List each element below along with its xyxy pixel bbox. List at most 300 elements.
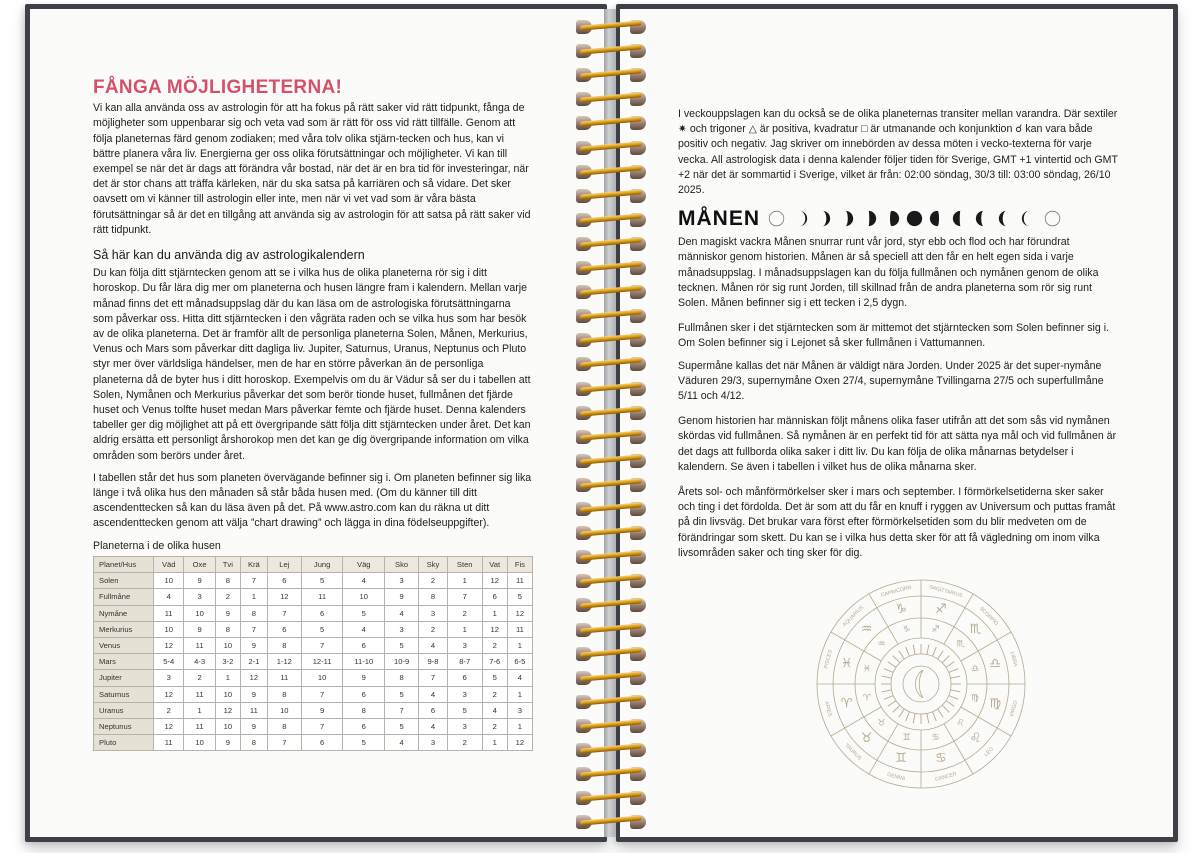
moon-phase-waning-crescent-thin-icon [1021,210,1038,227]
zodiac-glyph-icon: ♓ [862,664,871,675]
transits-paragraph: I veckouppslagen kan du också se de olika planeternas transiter mellan varandra. Där sextiler ✷ och trigoner △ är positiva, kvadratur □ är utmanande och konjunktion ☌ kan vara både positiv och negativ. Jag skriver om innebörden av dessa möten i vecko-texterna för varje vecka. All astrologisk data i denna kalender följer tiden för Sverige, GMT +1 vintertid och GMT +2 när det är sommartid i Sverige, vilket är från: 02:00 söndag, 30/3 till: 03:00 söndag, 26/10 2025. [678,108,1118,197]
spiral-coil [576,523,646,543]
table-cell: 8 [215,573,240,589]
sun-ray [938,651,944,659]
fullmoon-paragraph: Fullmånen sker i det stjärntecken som är mittemot det stjärntecken som Solen befinner sig i. Om Solen befinner sig i Lejonet så sker fullmånen i Vattumannen. [678,322,1110,350]
spiral-coil [576,547,646,567]
spiral-coil [576,65,646,85]
moon-phase-new-icon [768,210,785,227]
table-cell: 3 [447,718,482,734]
table-cell: 5 [301,573,343,589]
table-cell: 2 [482,686,507,702]
table-cell: 4 [385,605,419,621]
table-cell: 3 [447,637,482,653]
table-cell: 12-11 [301,654,343,670]
spiral-coil [576,186,646,206]
column-header: Lej [267,556,301,572]
table-cell: 1 [507,718,532,734]
table-cell: 8 [240,605,267,621]
table-cell: 2 [154,702,184,718]
zodiac-illustration-icon: ♏ [969,622,982,638]
sun-ray [913,645,915,655]
table-cell: 6 [267,573,301,589]
sun-ray [949,669,958,673]
spiral-coil [576,668,646,688]
planets-houses-table [93,556,533,751]
moon-title: MÅNEN [678,207,760,231]
table-cell: 9 [184,573,215,589]
moon-phase-waning-crescent-wide-icon [975,210,992,227]
table-cell: 2-1 [240,654,267,670]
wheel-divider [961,632,1011,661]
table-cell: 5 [482,670,507,686]
spiral-coil [576,41,646,61]
table-cell: 4 [343,621,385,637]
table-cell: 8 [267,686,301,702]
table-cell: 1 [507,686,532,702]
row-header: Fullmåne [94,589,154,605]
column-header: Sten [447,556,482,572]
sun-ray [893,705,900,712]
table-cell: 7 [301,637,343,653]
table-cell: 5 [343,605,385,621]
table-row [94,605,533,621]
moon-phase-waxing-gibbous-icon [883,210,900,227]
table-cell: 12 [154,637,184,653]
moon-phase-waning-crescent-icon [998,210,1015,227]
table-cell: 6 [343,718,385,734]
table-cell: 11 [267,670,301,686]
table-cell: 9 [240,718,267,734]
table-cell: 4 [482,702,507,718]
sun-ray [888,701,896,707]
sun-ray [888,662,896,668]
table-header-row [94,556,533,572]
zodiac-sign-label: AQUARIUS [841,604,866,629]
zodiac-illustration-icon: ♋ [935,750,947,766]
table-corner-header: Planet/Hus [94,556,154,572]
table-cell: 10 [154,621,184,637]
table-cell: 11-10 [343,654,385,670]
table-cell: 7 [267,735,301,751]
table-cell: 7 [301,686,343,702]
table-cell: 4-3 [184,654,215,670]
table-cell: 11 [507,573,532,589]
moon-paragraph: Den magiskt vackra Månen snurrar runt vår jord, styr ebb och flod och har förundrat människor genom historien. Månen är så speciell att den får en helt egen sida i varje månadsuppslag. I månadsuppslagen kan du följa fullmånen och nymånen genom de olika tecknen. Månen rör sig runt Jorden, till skillnad från de andra planeterna som rör sig runt Solen. Månen befinner sig i ett tecken i 2,5 dygn. [678,236,1099,310]
table-cell: 5 [301,621,343,637]
table-cell: 5 [385,637,419,653]
spiral-coil [576,162,646,182]
table-cell: 7 [301,718,343,734]
table-cell: 4 [385,735,419,751]
sun-ray [882,690,892,692]
table-row [94,621,533,637]
table-cell: 8 [267,718,301,734]
right-page-content [678,107,1118,568]
moon-heading-row [678,207,1118,231]
zodiac-sign-label: VIRGO [1009,700,1020,718]
table-cell: 3 [385,573,419,589]
spiral-coil [576,113,646,133]
table-cell: 10 [184,605,215,621]
table-cell: 2 [482,718,507,734]
table-cell: 7 [447,589,482,605]
table-cell: 6 [419,702,448,718]
sun-ray [942,705,949,712]
zodiac-sign-label: SCORPIO [978,605,1000,627]
table-cell: 2 [184,670,215,686]
table-cell: 6 [343,686,385,702]
table-cell: 2 [482,637,507,653]
sun-ray [906,647,910,656]
table-cell: 10-9 [385,654,419,670]
sun-ray [899,709,905,717]
table-cell: 7 [240,573,267,589]
table-cell: 6 [447,670,482,686]
spiral-coil [576,595,646,615]
table-cell: 9 [215,605,240,621]
table-cell: 7 [267,605,301,621]
sun-ray [884,695,893,699]
page-title: FÅNGA MÖJLIGHETERNA! [93,77,343,98]
zodiac-illustration-icon: ♍ [989,696,1002,712]
zodiac-illustration-icon: ♈ [840,696,853,712]
supermoon-paragraph: Supermåne kallas det när Månen är väldigt nära Jorden. Under 2025 är det super-nymåne Väduren 29/3, supernymåne Oxen 27/4, supernymåne Tvillingarna 27/5 och superfullmåne 5/11 och 4/12. [678,359,1104,403]
row-header: Venus [94,637,154,653]
table-cell: 9 [215,735,240,751]
zodiac-sign-label: PISCES [823,649,834,670]
zodiac-glyph-icon: ♎ [971,664,980,675]
table-cell: 11 [184,637,215,653]
table-cell: 8 [267,637,301,653]
table-cell: 3 [447,686,482,702]
table-cell: 7-6 [482,654,507,670]
table-row [94,670,533,686]
table-row [94,654,533,670]
spiral-coil [576,210,646,230]
moon-phases-paragraph: Genom historien har människan följt månens olika faser utifrån att det som sås vid nymånen skördas vid fullmånen. Så nymånen är en perfekt tid för att sätta nya mål och vid fullmånen är det dags att fullborda olika saker i ditt liv. Du kan följa de olika månarnas betydelser i kalendern. Se även i tabellen i vilket hus de olika månarna sker. [678,415,1117,473]
table-row [94,702,533,718]
spiral-coil [576,620,646,640]
table-cell: 10 [267,702,301,718]
moon-phase-first-quarter-icon [860,210,877,227]
spiral-coil [576,716,646,736]
spiral-coil [576,812,646,832]
moon-phase-new-icon [1044,210,1061,227]
spiral-coil [576,644,646,664]
column-header: Tvi [215,556,240,572]
table-cell: 4 [343,573,385,589]
table-cell: 11 [184,686,215,702]
sun-ray [882,676,892,678]
zodiac-glyph-icon: ♌ [956,718,965,729]
table-cell: 10 [301,670,343,686]
column-header: Vat [482,556,507,572]
sun-ray [906,712,910,721]
row-header: Mars [94,654,154,670]
sun-ray [932,647,936,656]
spiral-coil [576,258,646,278]
row-header: Jupiter [94,670,154,686]
table-row [94,718,533,734]
table-cell: 8 [240,735,267,751]
table-cell: 12 [267,589,301,605]
table-cell: 11 [184,718,215,734]
table-row [94,735,533,751]
table-cell: 5 [343,735,385,751]
spiral-coil [576,354,646,374]
moon-phase-waning-gibbous-icon [929,210,946,227]
table-cell: 2 [447,735,482,751]
zodiac-glyph-icon: ♐ [931,624,940,635]
spiral-coil [576,451,646,471]
table-cell: 1 [447,573,482,589]
zodiac-sign-label: GEMINI [886,771,906,783]
table-cell: 4 [154,589,184,605]
table-cell: 5 [507,589,532,605]
table-cell: 1 [482,735,507,751]
table-caption: Planeterna i de olika husen [93,539,221,552]
section-heading: Så här kan du använda dig av astrologikalendern [93,248,365,263]
spiral-coil [576,764,646,784]
sun-ray [899,651,905,659]
column-header: Oxe [184,556,215,572]
zodiac-illustration-icon: ♎ [989,656,1002,672]
moon-phase-last-quarter-icon [952,210,969,227]
spiral-coil [576,89,646,109]
table-cell: 10 [215,686,240,702]
spiral-coil [576,282,646,302]
spiral-coil [576,379,646,399]
table-cell: 10 [343,589,385,605]
table-cell: 3-2 [215,654,240,670]
table-cell: 10 [184,735,215,751]
table-cell: 6 [482,589,507,605]
table-cell: 5 [385,718,419,734]
sun-ray [932,712,936,721]
sun-ray [950,676,960,678]
moon-phases [768,210,1061,227]
wheel-ring [891,654,951,714]
table-cell: 2 [419,573,448,589]
zodiac-illustration-icon: ♓ [840,656,853,672]
spiral-coil [576,788,646,808]
sun-ray [949,695,958,699]
wheel-divider [831,632,881,661]
table-cell: 10 [215,718,240,734]
zodiac-sign-label: TAURUS [843,742,863,762]
spiral-coil [576,306,646,326]
table-cell: 11 [240,702,267,718]
zodiac-glyph-icon: ♋ [931,733,940,744]
table-cell: 7 [240,621,267,637]
table-row [94,637,533,653]
sun-ray [893,656,900,663]
body-paragraph: I tabellen står det hus som planeten övervägande befinner sig i. Om planeten befinner sig lika länge i två olika hus den månaden så står båda husen med. (Om du känner till ditt ascendenttecken så kan du läsa även på det. På www.astro.com kan du räkna ut ditt ascendenttecken genom att välja ”chart drawing” och lägga in dina födelseuppgifter). [93,471,532,530]
table-cell: 9 [301,702,343,718]
spiral-coil [576,234,646,254]
table-row [94,686,533,702]
table-cell: 12 [482,573,507,589]
table-cell: 1 [447,621,482,637]
row-header: Merkurius [94,621,154,637]
table-cell: 12 [154,718,184,734]
table-cell: 11 [507,621,532,637]
column-header: Fis [507,556,532,572]
moon-phase-full-icon [906,210,923,227]
left-page-content [93,77,533,751]
table-cell: 2 [215,589,240,605]
table-cell: 11 [154,605,184,621]
table-cell: 2 [419,621,448,637]
table-cell: 3 [507,702,532,718]
table-cell: 4 [419,718,448,734]
table-cell: 12 [240,670,267,686]
wheel-divider [961,707,1011,736]
table-cell: 1 [215,670,240,686]
zodiac-sign-label: ARIES [822,700,833,718]
table-cell: 5 [447,702,482,718]
zodiac-glyph-icon: ♑ [902,624,911,635]
table-cell: 12 [215,702,240,718]
table-cell: 6-5 [507,654,532,670]
table-cell: 9-8 [419,654,448,670]
table-cell: 6 [301,735,343,751]
sun-ray [950,690,960,692]
eclipse-paragraph: Årets sol- och månförmörkelser sker i mars och september. I förmörkelsetiderna sker saker och ting i det fördolda. Det är som att du får en knuff i ryggen av Universum och puttas framåt på din livsväg. Det brukar vara först efter förmörkelsetiden som du blir medveten om de förändringar som skett. Du kan se i vilka hus detta sker för att få vägledning om inom vilka livsområden saker och ting sker för dig. [678,486,1116,559]
spiral-coil [576,403,646,423]
column-header: Krä [240,556,267,572]
zodiac-sign-label: CAPRICORN [880,584,913,599]
column-header: Väd [154,556,184,572]
sun-ray [927,645,929,655]
zodiac-illustration-icon: ♒ [860,622,873,638]
table-cell: 1-12 [267,654,301,670]
zodiac-sign-label: LEO [983,746,995,758]
sun-ray [927,713,929,723]
table-cell: 3 [419,735,448,751]
row-header: Saturnus [94,686,154,702]
table-cell: 6 [301,605,343,621]
spiral-coil [576,330,646,350]
zodiac-glyph-icon: ♈ [862,693,871,704]
column-header: Väg [343,556,385,572]
table-cell: 5 [385,686,419,702]
moon-phase-waxing-crescent-icon [814,210,831,227]
spiral-coil [576,427,646,447]
wheel-divider [869,594,898,644]
zodiac-sign-label: CANCER [934,771,958,783]
table-cell: 7 [385,702,419,718]
table-cell: 1 [482,605,507,621]
table-cell: 11 [301,589,343,605]
table-cell: 12 [482,621,507,637]
sun-ray [884,669,893,673]
column-header: Sko [385,556,419,572]
table-cell: 8 [385,670,419,686]
table-cell: 2 [447,605,482,621]
table-cell: 4 [419,686,448,702]
zodiac-illustration-icon: ♌ [969,730,982,746]
sun-ray [946,701,954,707]
body-paragraph: Du kan följa ditt stjärntecken genom att se i vilka hus de olika planeterna rör sig i ditt horoskop. Du får lära dig mer om planeterna och husen längre fram i kalendern. Mellan varje månad finns det ett månadsuppslag där du kan läsa om de astrologiska förutsättningarna som påverkar oss. Hitta ditt stjärntecken i den vågräta raden och se vilka hus som har besök av de olika planeterna. Det är framför allt de personliga planeterna Solen, Månen, Merkurius, Venus och Mars som påverkar ditt dagliga liv. Jupiter, Saturnus, Uranus, Neptunus och Pluto styr mer över världsliga händelser, men de har en större påverkan än de personliga planeterna då de byter hus i ditt horoskop. Exempelvis om du är Vädur så ser du i tabellen att Solen, Nymånen och Merkurius påverkar det som berör tionde huset, fullmånen det fjärde huset och Venus tolfte huset medan Mars påverkar femte och fjärde huset. Denna kalenders tabeller ger dig möjlighet att på ett övergripande sätt följa ditt stjärntecken under året. Det kan aldrig ersätta ett personligt årshorokop men det kan ge dig övergripande information om vilka områden som berörs under året. [93,267,531,462]
table-cell: 4 [419,637,448,653]
crescent-face-icon [916,670,924,698]
table-cell: 8 [343,702,385,718]
spiral-coil [576,17,646,37]
spiral-coil [576,571,646,591]
row-header: Uranus [94,702,154,718]
row-header: Nymåne [94,605,154,621]
table-cell: 9 [240,686,267,702]
zodiac-glyph-icon: ♉ [877,718,886,729]
row-header: Pluto [94,735,154,751]
table-cell: 9 [240,637,267,653]
sun-ray [946,662,954,668]
table-cell: 10 [215,637,240,653]
sun-ray [913,713,915,723]
spiral-coil [576,499,646,519]
table-cell: 6 [267,621,301,637]
table-cell: 8-7 [447,654,482,670]
row-header: Neptunus [94,718,154,734]
table-cell: 9 [385,589,419,605]
zodiac-glyph-icon: ♊ [902,733,911,744]
wheel-divider [831,707,881,736]
moon-phase-waxing-crescent-wide-icon [837,210,854,227]
spiral-coil [576,740,646,760]
zodiac-sign-label: SAGITTARIUS [928,584,964,599]
zodiac-sign-label: LIBRA [1008,651,1019,668]
spiral-coil [576,692,646,712]
table-cell: 12 [154,686,184,702]
table-cell: 3 [154,670,184,686]
zodiac-illustration-icon: ♐ [935,602,947,618]
sun-ray [938,709,944,717]
table-row [94,589,533,605]
zodiac-illustration-icon: ♊ [895,750,907,766]
table-cell: 7 [419,670,448,686]
column-header: Sky [419,556,448,572]
table-cell: 9 [184,621,215,637]
table-cell: 3 [419,605,448,621]
table-cell: 9 [343,670,385,686]
table-cell: 12 [507,605,532,621]
table-cell: 8 [215,621,240,637]
table-cell: 4 [507,670,532,686]
table-cell: 12 [507,735,532,751]
table-cell: 1 [240,589,267,605]
table-cell: 6 [343,637,385,653]
table-cell: 8 [419,589,448,605]
sun-ray [942,656,949,663]
table-cell: 10 [154,573,184,589]
table-cell: 1 [507,637,532,653]
intro-paragraph: Vi kan alla använda oss av astrologin för att ha fokus på rätt saker vid rätt tidpunkt, fånga de möjligheter som uppenbarar sig och veta vad som är rätt för oss vid rätt tillfälle. Genom att följa planeternas färd genom zodiaken; med våra tolv olika stjärn-tecken och hus, kan vi bättre planera våra liv. Energierna ger oss olika förutsättningar och möjligheter. Vi kan till exempel se när det är dags att förändra vår bostad, när det är en bra tid för investeringar, när det är stor chans att träffa kärleken, när du ska satsa på karriären och så vidare. Det sker oavsett om vi känner till astrologin eller inte, men när vi vet vad som är våra bästa förutsättningar så är det en tillgång att använda sig av astrologin för att satsa på rätt saker vid rätt tidpunkt. [93,102,531,236]
row-header: Solen [94,573,154,589]
table-cell: 3 [184,589,215,605]
moon-phase-waxing-crescent-thin-icon [791,210,808,227]
zodiac-wheel [815,578,1027,790]
zodiac-glyph-icon: ♏ [956,639,965,650]
column-header: Jung [301,556,343,572]
table-cell: 3 [385,621,419,637]
zodiac-glyph-icon: ♍ [971,693,980,704]
spiral-coil [576,138,646,158]
wheel-divider [869,724,898,774]
zodiac-illustration-icon: ♑ [895,602,907,618]
spiral-coil [576,475,646,495]
